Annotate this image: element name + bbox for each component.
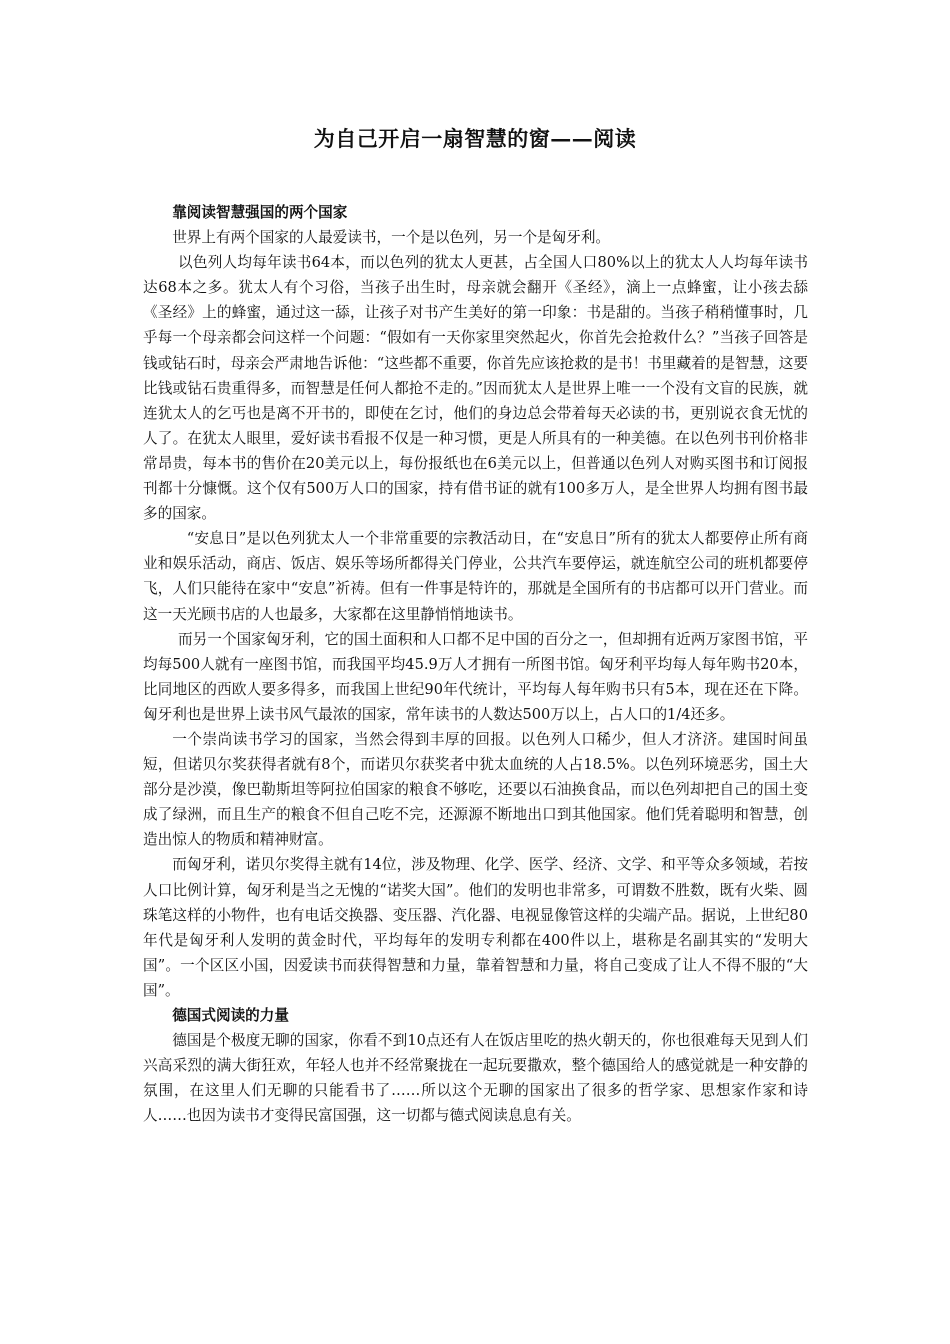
paragraph: 一个崇尚读书学习的国家，当然会得到丰厚的回报。以色列人口稀少，但人才济济。建国时间虽短，但诺贝尔奖获得者就有8个，而诺贝尔获奖者中犹太血统的人占18.5%。以色列环境恶劣，国土大部分是沙漠，像巴勒斯坦等阿拉伯国家的粮食不够吃，还要以石油换食品，而以色列却把自己的国土变成了绿洲，而且生产的粮食不但自己吃不完，还源源不断地出口到其他国家。他们凭着聪明和智慧，创造出惊人的物质和精神财富。 bbox=[143, 730, 808, 849]
paragraph: 而另一个国家匈牙利，它的国土面积和人口都不足中国的百分之一，但却拥有近两万家图书馆，平均每500人就有一座图书馆，而我国平均45.9万人才拥有一所图书馆。匈牙利平均每人每年购书20本，比同地区的西欧人要多得多，而我国上世纪90年代统计，平均每人每年购书只有5本，现在还在下降。匈牙利也是世界上读书风气最浓的国家，常年读书的人数达500万以上，占人口的1/4还多。 bbox=[143, 630, 808, 723]
paragraph: 以色列人均每年读书64本，而以色列的犹太人更甚，占全国人口80%以上的犹太人人均每年读书达68本之多。犹太人有个习俗，当孩子出生时，母亲就会翻开《圣经》，滴上一点蜂蜜，让小孩去舔《圣经》上的蜂蜜，通过这一舔，让孩子对书产生美好的第一印象：书是甜的。当孩子稍稍懂事时，几乎每一个母亲都会问这样一个问题：“假如有一天你家里突然起火，你首先会抢救什么？”当孩子回答是钱或钻石时，母亲会严肃地告诉他：“这些都不重要，你首先应该抢救的是书！书里藏着的是智慧，这要比钱或钻石贵重得多，而智慧是任何人都抢不走的。”因而犹太人是世界上唯一一个没有文盲的民族，就连犹太人的乞丐也是离不开书的，即使在乞讨，他们的身边总会带着每天必读的书，更别说衣食无忧的人了。在犹太人眼里，爱好读书看报不仅是一种习惯，更是人所具有的一种美德。在以色列书刊价格非常昂贵，每本书的售价在20美元以上，每份报纸也在6美元以上，但普通以色列人对购买图书和订阅报刊都十分慷慨。这个仅有500万人口的国家，持有借书证的就有100多万人，是全世界人均拥有图书最多的国家。 bbox=[143, 254, 808, 523]
paragraph: 德国是个极度无聊的国家，你看不到10点还有人在饭店里吃的热火朝天的，你也很难每天见到人们兴高采烈的满大街狂欢，年轻人也并不经常聚拢在一起玩要撒欢，整个德国给人的感觉就是一种安静的氛围，在这里人们无聊的只能看书了……所以这个无聊的国家出了很多的哲学家、思想家作家和诗人……也因为读书才变得民富国强，这一切都与德式阅读息息有关。 bbox=[143, 1032, 808, 1125]
paragraph: 而匈牙利，诺贝尔奖得主就有14位，涉及物理、化学、医学、经济、文学、和平等众多领域，若按人口比例计算，匈牙利是当之无愧的“诺奖大国”。他们的发明也非常多，可谓数不胜数，既有火柴、圆珠笔这样的小物件，也有电话交换器、变压器、汽化器、电视显像管这样的尖端产品。据说，上世纪80年代是匈牙利人发明的黄金时代，平均每年的发明专利都在400件以上，堪称是名副其实的“发明大国”。一个区区小国，因爱读书而获得智慧和力量，靠着智慧和力量，将自己变成了让人不得不服的“大国”。 bbox=[143, 856, 808, 999]
paragraph: 世界上有两个国家的人最爱读书，一个是以色列，另一个是匈牙利。 bbox=[172, 229, 611, 247]
document-title: 为自己开启一扇智慧的窗——阅读 bbox=[313, 126, 637, 151]
document-body bbox=[143, 200, 808, 1128]
section-heading: 靠阅读智慧强国的两个国家 bbox=[172, 204, 348, 221]
paragraph: “安息日”是以色列犹太人一个非常重要的宗教活动日，在“安息日”所有的犹太人都要停止所有商业和娱乐活动，商店、饭店、娱乐等场所都得关门停业，公共汽车要停运，就连航空公司的班机都要停飞，人们只能待在家中“安息”祈祷。但有一件事是特许的，那就是全国所有的书店都可以开门营业。而这一天光顾书店的人也最多，大家都在这里静悄悄地读书。 bbox=[143, 530, 808, 623]
section-heading: 德国式阅读的力量 bbox=[172, 1007, 289, 1024]
